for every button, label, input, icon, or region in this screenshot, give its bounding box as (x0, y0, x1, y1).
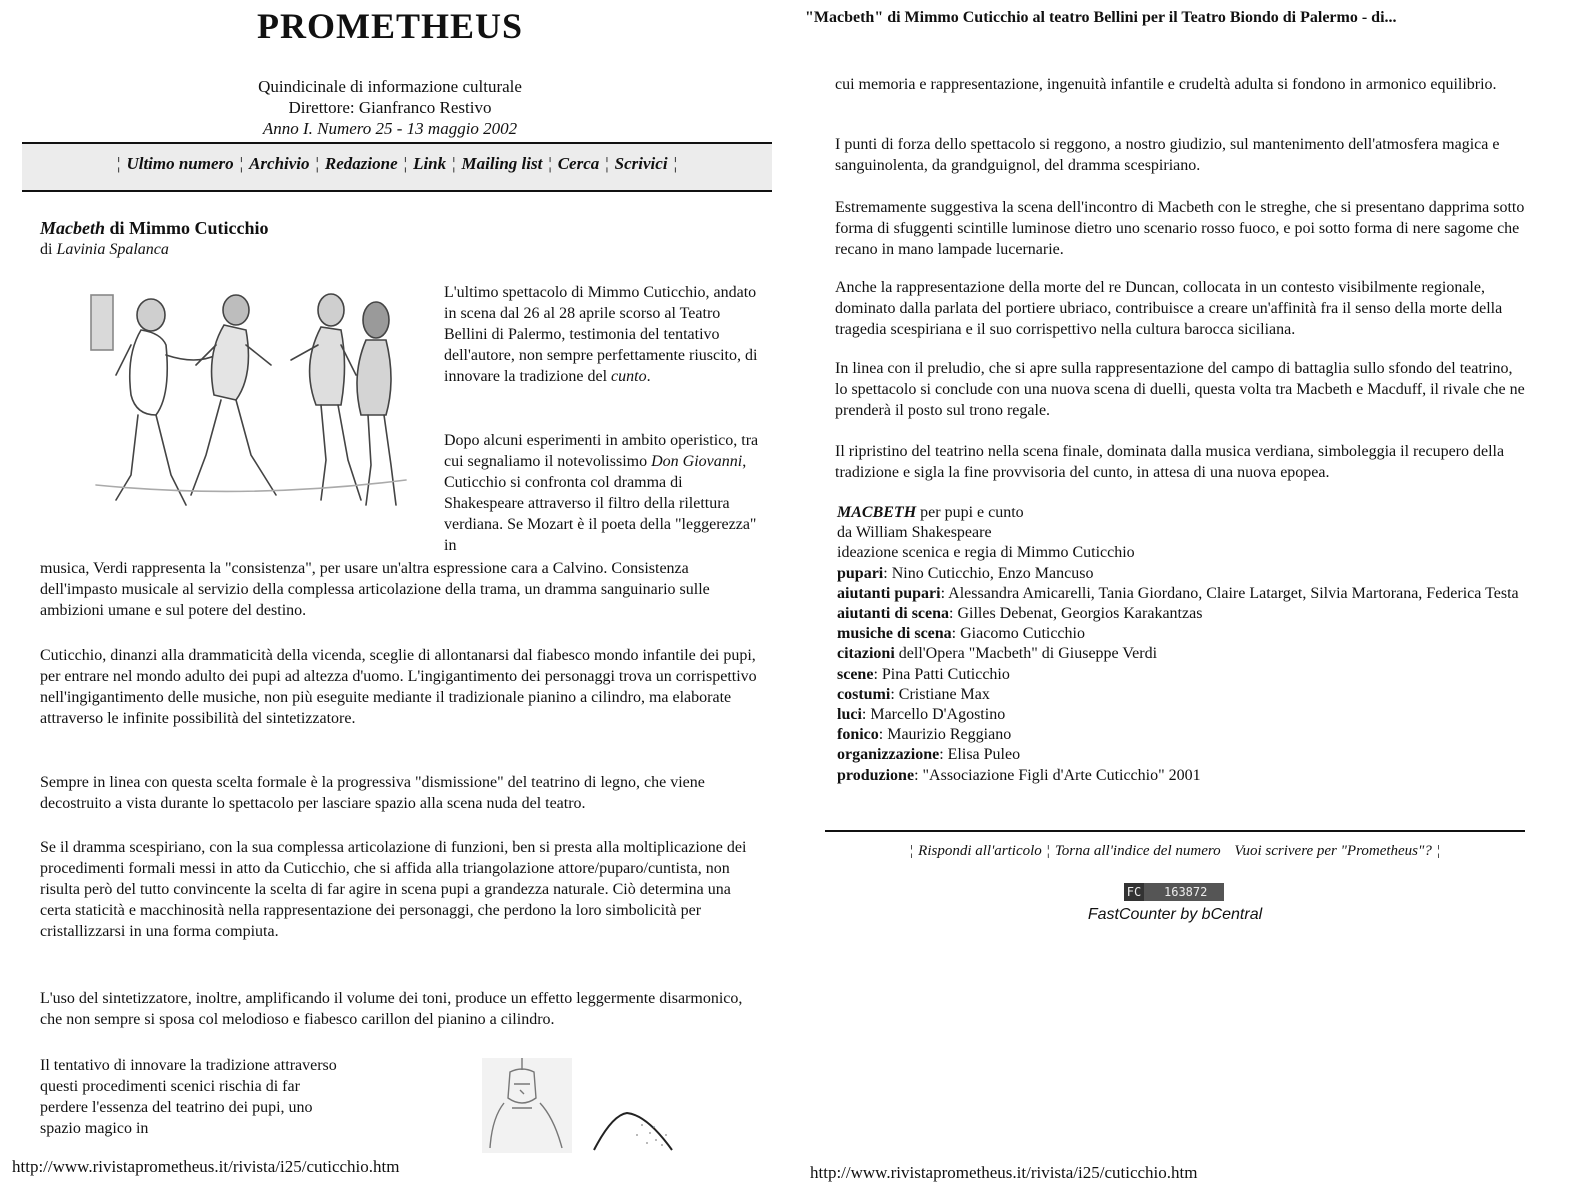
article-paragraph-3: Cuticchio, dinanzi alla drammaticità della vicenda, sceglie di allontanarsi dal fiabesco mondo infantile dei pupi, per entrare nel mondo adulto dei pupi ad altezza d'uomo. L'ingigantimento dei personaggi trova un corrispettivo nell'ingigantimento delle musiche, non più eseguite mediante il tradizionale pianino a cilindro, ma elaborate attraverso le infinite possibilità del sintetizzatore. (40, 647, 757, 727)
back-to-index-link[interactable]: Torna all'indice del numero (1054, 843, 1221, 859)
credits-direction: ideazione scenica e regia di Mimmo Cuticchio (837, 544, 1135, 562)
credits-row (837, 725, 1527, 745)
masthead-subtitles (0, 76, 780, 139)
subtitle-director: Direttore: Gianfranco Restivo (288, 98, 492, 117)
credit-label: scene (837, 665, 874, 683)
nav-scrivici[interactable]: Scrivici (614, 154, 668, 173)
byline-author: Lavinia Spalanca (56, 241, 169, 258)
credits-block (837, 503, 1527, 786)
issue-line: Anno I. Numero 25 - 13 maggio 2002 (262, 119, 518, 138)
article-paragraph-10: Anche la rappresentazione della morte del re Duncan, collocata in un contesto visibilmente regionale, dominato dalla parlata del portiere ubriaco, contribuisce a creare un'affinità fra il senso della morte della tragedia scespiriana e il suo corrispettivo nella cultura barocca siciliana. (835, 279, 1503, 338)
credits-title-em: MACBETH (837, 504, 917, 521)
nav-mailing-list[interactable]: Mailing list (461, 154, 543, 173)
nav-redazione[interactable]: Redazione (324, 154, 398, 173)
subtitle-tagline: Quindicinale di informazione culturale (258, 77, 522, 96)
nav-cerca[interactable]: Cerca (557, 154, 600, 173)
article-paragraph-2 (444, 430, 759, 556)
credit-value: : Maurizio Reggiano (878, 726, 1012, 744)
credit-label: organizzazione (837, 746, 940, 764)
credit-label: costumi (837, 685, 891, 703)
credits-row (837, 644, 1527, 664)
credits-row (837, 564, 1527, 584)
credit-label: luci (837, 706, 862, 724)
credits-row (837, 624, 1527, 644)
credit-value: : "Associazione Figli d'Arte Cuticchio" 2001 (914, 766, 1201, 784)
credit-label: aiutanti di scena (837, 605, 950, 623)
byline-prefix: di (40, 241, 57, 258)
article-title-rest: di Mimmo Cuticchio (105, 218, 269, 238)
para2-text: Dopo alcuni esperimenti in ambito operistico, tra cui segnaliamo il notevolissimo (444, 432, 759, 470)
credit-label: pupari (837, 564, 884, 582)
credit-value: : Elisa Puleo (939, 746, 1021, 764)
credit-value: : Marcello D'Agostino (861, 706, 1006, 724)
para1-em: cunto (611, 368, 647, 385)
article-paragraph-2-continued: musica, Verdi rappresenta la "consistenza", per usare un'altra espressione cara a Calvino. Consistenza dell'impasto musicale al servizio della complessa articolazione della trama, un dramma sanguinario sulle ambizioni umane e sul potere del destino. (40, 560, 710, 619)
credit-label: produzione (837, 766, 915, 784)
nav-archivio[interactable]: Archivio (249, 154, 310, 173)
nav-bar (22, 142, 772, 192)
article-paragraph-12: Il ripristino del teatrino nella scena finale, dominata dalla musica verdiana, simboleggia il recupero della tradizione e sigla la fine provvisoria del cunto, in attesa di una nuova epopea. (835, 443, 1505, 481)
article-paragraph-6: L'uso del sintetizzatore, inoltre, amplificando il volume dei toni, produce un effetto leggermente disarmonico, che non sempre si sposa col melodioso e fiabesco carillon del pianino a cilindro. (40, 990, 743, 1028)
article-footer-links: ¦ Rispondi all'articolo ¦ Torna all'indice del numero Vuoi scrivere per "Prometheus"? ¦ (910, 843, 1440, 859)
credit-label: fonico (837, 726, 879, 744)
credit-label: aiutanti pupari (837, 584, 941, 602)
masthead (0, 0, 780, 139)
counter-badge: FC (1124, 883, 1144, 901)
article-paragraph-intro (444, 282, 759, 387)
nav-links: ¦ Ultimo numero ¦ Archivio ¦ Redazione ¦ Link ¦ Mailing list ¦ Cerca ¦ Scrivici ¦ (117, 154, 677, 173)
credits-row (837, 745, 1527, 765)
sketch-knight-illustration (482, 1058, 572, 1153)
page-url-right: http://www.rivistaprometheus.it/rivista/i25/cuticchio.htm (810, 1163, 1198, 1182)
divider (825, 830, 1525, 832)
article-paragraph-9: Estremamente suggestiva la scena dell'incontro di Macbeth con le streghe, che si presentano dapprima sotto forma di sfuggenti scintille luminose dietro uno scenario rosso fuoco, e poi sotto forma di nere sagome che recano in mano lampade lucernarie. (835, 199, 1525, 258)
credit-value: : Pina Patti Cuticchio (873, 665, 1010, 683)
credits-row (837, 766, 1527, 786)
credit-label: musiche di scena (837, 625, 952, 643)
article-title (40, 217, 269, 239)
credits-title-rest: per pupi e cunto (916, 504, 1024, 521)
credit-value: dell'Opera "Macbeth" di Giuseppe Verdi (894, 645, 1158, 663)
write-for-link[interactable]: Vuoi scrivere per "Prometheus"? (1234, 843, 1432, 859)
credit-value: : Alessandra Amicarelli, Tania Giordano, Claire Latarget, Silvia Martorana, Federica Testa (940, 584, 1519, 602)
credit-value: : Giacomo Cuticchio (951, 625, 1085, 643)
article-byline (40, 240, 169, 260)
credit-value: : Cristiane Max (890, 685, 990, 703)
page-url-left: http://www.rivistaprometheus.it/rivista/i25/cuticchio.htm (12, 1157, 400, 1176)
credits-row (837, 584, 1527, 604)
right-page-header: "Macbeth" di Mimmo Cuticchio al teatro Bellini per il Teatro Biondo di Palermo - di... (805, 9, 1397, 26)
reply-link[interactable]: Rispondi all'articolo (918, 843, 1042, 859)
article-paragraph-5: Se il dramma scespiriano, con la sua complessa articolazione di funzioni, ben si presta alla moltiplicazione dei procedimenti formali messi in atto da Cuticchio, che si affida alla triangolazione attore/puparo/cuntista, non risulta però del tutto convincente la scelta di far agire in scena pupi a grandezza naturale. Ciò determina una certa staticità e macchinosità nella rappresentazione dei personaggi, che perdono la loro simbolicità per cristallizzarsi in una forma compiuta. (40, 839, 747, 940)
article-paragraph-4: Sempre in linea con questa scelta formale è la progressiva "dismissione" del teatrino di legno, che viene decostruito a vista durante lo spettacolo per lasciare spazio alla scena nuda del teatro. (40, 774, 705, 812)
article-paragraph-7: Il tentativo di innovare la tradizione attraverso questi procedimenti scenici rischia di far perdere l'essenza del teatrino dei pupi, uno spazio magico in (40, 1057, 337, 1137)
nav-link[interactable]: Link (413, 154, 447, 173)
counter-label: FastCounter by bCentral (1087, 906, 1263, 923)
credits-title (837, 503, 1527, 523)
credit-value: : Nino Cuticchio, Enzo Mancuso (883, 564, 1094, 582)
credits-row (837, 685, 1527, 705)
para1-end: . (646, 368, 651, 385)
nav-ultimo-numero[interactable]: Ultimo numero (126, 154, 234, 173)
article-title-em: Macbeth (40, 218, 105, 238)
credit-label: citazioni (837, 645, 895, 663)
credits-row (837, 665, 1527, 685)
article-paragraph-8: I punti di forza dello spettacolo si reggono, a nostro giudizio, sul mantenimento dell'atmosfera magica e sanguinolenta, da grandguignol, del dramma scespiriano. (835, 136, 1500, 174)
article-paragraph-continued: cui memoria e rappresentazione, ingenuità infantile e crudeltà adulta si fondono in armonico equilibrio. (835, 76, 1497, 93)
credit-value: : Gilles Debenat, Georgios Karakantzas (949, 605, 1203, 623)
counter-value: 163872 (1164, 885, 1208, 899)
para1-text: L'ultimo spettacolo di Mimmo Cuticchio, andato in scena dal 26 al 28 aprile scorso al Teatro Bellini di Palermo, testimonia del tentativo dell'autore, non sempre perfettamente riuscito, di innovare la tradizione del (444, 284, 758, 385)
credits-row (837, 705, 1527, 725)
credits-row (837, 604, 1527, 624)
sketch-hill-illustration (592, 1105, 677, 1155)
para2-em: Don Giovanni (651, 453, 743, 470)
para2-end: , Cuticchio si confronta col dramma di Shakespeare attraverso il filtro della rilettura verdiana. Se Mozart è il poeta della "leggerezza" in (444, 453, 757, 554)
credits-from: da William Shakespeare (837, 524, 992, 542)
hit-counter[interactable] (1124, 883, 1224, 901)
sketch-puppets-illustration (86, 285, 421, 530)
article-paragraph-11: In linea con il preludio, che si apre sulla rappresentazione del campo di battaglia sullo sfondo del teatrino, lo spettacolo si conclude con una nuova scena di duelli, questa volta tra Macbeth e Macduff, il rivale che ne prenderà il posto sul trono regale. (835, 360, 1525, 419)
page-title: PROMETHEUS (256, 6, 524, 46)
